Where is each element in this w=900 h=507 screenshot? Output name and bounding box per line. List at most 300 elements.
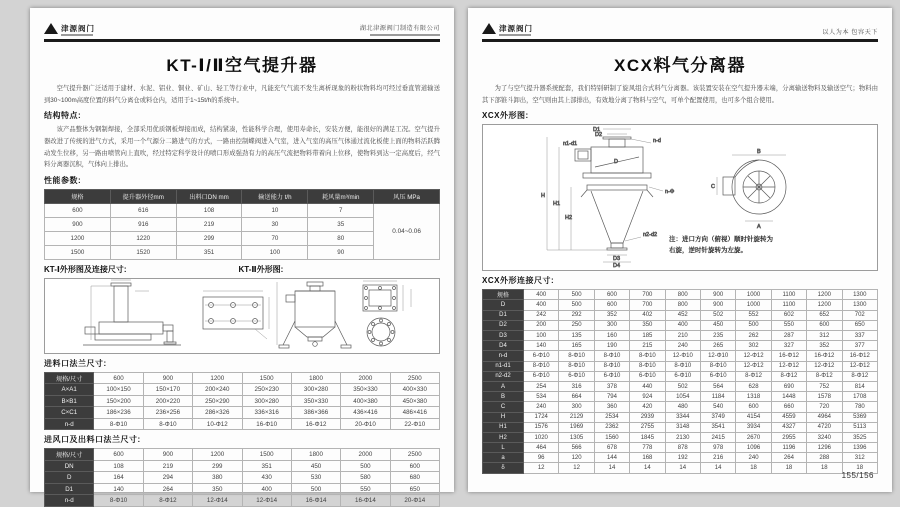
xcx-technical-drawing [483,125,877,270]
table-row [483,371,878,381]
table-cell: 628 [736,381,771,391]
table-cell: 192 [665,453,700,463]
table-cell: 450×380 [390,395,439,407]
table-cell: 800 [665,300,700,310]
table-cell: 600 [807,320,842,330]
table-cell: 450 [291,460,340,472]
dim-label-a: A [757,224,761,231]
table-cell: 120 [559,453,594,463]
table-cell: 1520 [110,245,176,259]
table-cell: 360 [594,402,629,412]
table-cell: 8-Φ10 [630,361,665,371]
table-cell: 140 [94,483,143,495]
row-header-cell: 规格/尺寸 [45,372,94,384]
table-cell: 6-Φ10 [630,371,665,381]
table-cell: 4327 [771,422,806,432]
table-cell: 16-Φ12 [291,418,340,430]
table-cell: 8-Φ10 [594,351,629,361]
table-cell: 700 [630,290,665,300]
table-cell: 250×230 [242,384,291,396]
table-row [483,310,878,320]
table-cell: 680 [390,472,439,484]
table-row [483,341,878,351]
table-cell: 200×240 [193,384,242,396]
dim-label-h: H [541,193,545,200]
table-cell: 602 [771,310,806,320]
inlet-flange-heading: 进料口法兰尺寸: [44,358,107,368]
table-cell: 1220 [110,231,176,245]
table-cell: 186×236 [94,407,143,419]
table-cell: 14 [594,463,629,473]
column-header-cell: 出料口DN mm [176,189,242,203]
table-cell: 1200 [807,290,842,300]
table-cell: 210 [665,331,700,341]
table-cell: 2500 [390,449,439,461]
table-cell: 1448 [771,392,806,402]
row-header-cell: D1 [45,483,94,495]
table-cell: 350×330 [341,384,390,396]
table-cell: 8-Φ10 [700,361,735,371]
table-cell: 350 [630,320,665,330]
table-cell: 1300 [842,300,877,310]
table-cell: 288 [807,453,842,463]
table-cell: 1000 [736,290,771,300]
table-cell: 90 [308,245,374,259]
row-header-cell: DN [45,460,94,472]
table-cell: 8-Φ10 [94,495,143,507]
table-cell: 35 [308,217,374,231]
table-row [45,372,440,384]
performance-table [44,189,440,260]
table-cell: 3148 [665,422,700,432]
table-cell: 12 [559,463,594,473]
table-cell: 10 [242,203,308,217]
note-line-1: 注：进口方向（俯视）顺时针旋转为 [669,236,773,244]
xcx-drawing-box [482,124,878,271]
table-cell: 140 [524,341,559,351]
table-cell: 108 [176,203,242,217]
table-cell: 16-Φ12 [842,351,877,361]
table-cell: 16-Φ12 [771,351,806,361]
table-cell: 168 [630,453,665,463]
table-cell: 400×330 [390,384,439,396]
table-cell: 780 [842,402,877,412]
table-row [483,463,878,473]
column-header-cell: 输送能力 t/h [242,189,308,203]
intro-paragraph: 空气提升器广泛适用于建材、水泥、铝业、铜业、矿山、轻工等行业中，凡能充气气流不发生离析现象的粉状物料均可经过垂直管道输送到30~100m高度位置的料气分离仓或料仓内，适用于1~15t/h的系统中。 [44,85,440,104]
dim-label-c: C [711,184,715,191]
inlet-flange-table [44,372,440,431]
table-cell: 400 [524,290,559,300]
table-cell: 150×200 [94,395,143,407]
table-cell: 900 [700,300,735,310]
table-cell: 1184 [700,392,735,402]
row-header-cell: H2 [483,432,524,442]
table-cell: 200×220 [143,395,192,407]
dim-label-nd: n-d [653,138,661,145]
table-cell: 2955 [771,432,806,442]
row-header-cell: n2-d2 [483,371,524,381]
table-cell: 160 [594,331,629,341]
table-row [45,384,440,396]
row-header-cell: D [483,300,524,310]
table-cell: 900 [143,372,192,384]
table-cell: 12-Φ12 [736,351,771,361]
table-cell: 300×280 [291,384,340,396]
table-cell: 12-Φ14 [193,495,242,507]
table-cell: 250 [559,320,594,330]
table-cell: 5113 [842,422,877,432]
table-cell: 100 [524,331,559,341]
table-cell: 6-Φ10 [594,371,629,381]
table-cell: 540 [700,402,735,412]
table-cell: 135 [559,331,594,341]
row-header-cell: C×C1 [45,407,94,419]
table-cell: 3934 [736,422,771,432]
row-header-cell: n1-d1 [483,361,524,371]
table-cell: 500 [559,300,594,310]
table-cell: 752 [807,381,842,391]
table-cell: 1000 [736,300,771,310]
table-cell: 264 [143,483,192,495]
column-header-cell: 规格 [45,189,111,203]
table-cell: 2670 [736,432,771,442]
table-cell: 3541 [700,422,735,432]
table-cell: 8-Φ10 [524,361,559,371]
catalog-page-right [468,8,892,492]
row-header-cell: 规格/尺寸 [45,449,94,461]
brand-subtext-bar [61,34,93,36]
table-cell: 8-Φ10 [630,351,665,361]
table-cell: 22-Φ10 [390,418,439,430]
table-cell: 12-Φ12 [771,361,806,371]
row-header-cell: B [483,392,524,402]
table-cell: 550 [771,320,806,330]
table-cell: 600 [94,372,143,384]
table-cell: 1560 [594,432,629,442]
table-cell: 185 [630,331,665,341]
table-cell: 352 [594,310,629,320]
table-cell: 262 [736,331,771,341]
kt-technical-drawing [45,279,439,353]
table-cell: 1296 [807,443,842,453]
table-row [45,495,440,507]
table-cell: 12-Φ12 [842,361,877,371]
table-cell: 580 [341,472,390,484]
table-header-row [45,189,440,203]
table-cell: 7 [308,203,374,217]
table-cell: 96 [524,453,559,463]
table-cell: 351 [176,245,242,259]
row-header-cell: A×A1 [45,384,94,396]
table-cell: 6-Φ10 [700,371,735,381]
company-name: 湖北津源阀门制造有限公司 [359,24,440,32]
brand-logo [482,23,533,36]
table-cell: 20-Φ10 [341,418,390,430]
table-row [45,395,440,407]
table-cell: 242 [524,310,559,320]
table-cell: 600 [94,449,143,461]
table-cell: 436×416 [341,407,390,419]
table-cell: 302 [736,341,771,351]
table-cell: 700 [630,300,665,310]
table-cell: 265 [700,341,735,351]
table-cell: 900 [700,290,735,300]
table-cell: 3344 [665,412,700,422]
table-cell: 3240 [807,432,842,442]
outlet-flange-heading: 进风口及出料口法兰尺寸: [44,435,141,445]
table-cell: 8-Φ12 [736,371,771,381]
table-cell: 16-Φ10 [242,418,291,430]
table-cell: 3749 [700,412,735,422]
table-cell: 616 [110,203,176,217]
table-cell: 1500 [242,372,291,384]
table-cell: 6-Φ10 [524,371,559,381]
table-cell: 400×380 [341,395,390,407]
table-cell: 14 [700,463,735,473]
brand-name: 津源阀门 [499,23,533,33]
table-cell: 6-Φ10 [524,351,559,361]
table-cell: 1100 [771,290,806,300]
kt1-drawing-heading: KT-Ⅰ外形图及连接尺寸: [44,264,127,274]
table-cell: 778 [630,443,665,453]
table-row [483,320,878,330]
table-cell: 690 [771,381,806,391]
brand-logo [44,23,95,36]
page-header [44,17,440,36]
table-cell: 8-Φ10 [594,361,629,371]
table-cell: 264 [771,453,806,463]
brand-name: 津源阀门 [61,23,95,33]
table-cell: 1305 [559,432,594,442]
table-cell: 800 [665,290,700,300]
table-cell: 2415 [700,432,735,442]
table-row [45,407,440,419]
table-row [483,432,878,442]
table-cell: 18 [736,463,771,473]
table-cell: 254 [524,381,559,391]
table-cell: 1724 [524,412,559,422]
table-row [483,331,878,341]
kt1-flange-top-view [203,291,269,339]
table-row [45,460,440,472]
row-header-cell: n-d [45,418,94,430]
table-cell: 4720 [807,422,842,432]
row-header-cell: n-d [483,351,524,361]
table-cell: 440 [630,381,665,391]
table-cell: 2939 [630,412,665,422]
dim-label-d3: D3 [613,256,621,263]
table-row [45,483,440,495]
table-cell: 900 [45,217,111,231]
outline-heading: XCX外形图: [482,111,529,121]
table-cell: 312 [807,331,842,341]
table-cell: 1969 [559,422,594,432]
table-cell: 316 [559,381,594,391]
table-cell: 480 [665,402,700,412]
table-cell: 294 [143,472,192,484]
table-cell: 219 [143,460,192,472]
table-cell: 30 [242,217,308,231]
dim-label-nphi: n-Φ [665,189,675,196]
table-cell: 336×316 [242,407,291,419]
performance-heading: 性能参数: [44,175,82,185]
table-cell: 4154 [736,412,771,422]
slogan: 以人为本 包容天下 [822,28,878,36]
header-rule [482,39,878,42]
table-cell: 8-Φ10 [559,351,594,361]
table-cell: 8-Φ10 [94,418,143,430]
table-cell: 250×290 [193,395,242,407]
row-header-cell: C [483,402,524,412]
rotation-note [669,234,774,255]
kt-drawings-box [44,278,440,354]
table-cell: 1318 [736,392,771,402]
table-cell: 12-Φ14 [242,495,291,507]
table-cell: 18 [771,463,806,473]
column-header-cell: 风压 MPa [374,189,440,203]
table-cell: 1020 [524,432,559,442]
catalog-page-left [30,8,454,505]
column-header-cell: 提升器外径mm [110,189,176,203]
table-cell: 215 [630,341,665,351]
table-cell: 12-Φ10 [665,351,700,361]
table-cell: 8-Φ10 [559,361,594,371]
table-cell: 8-Φ12 [807,371,842,381]
table-cell: 900 [143,449,192,461]
table-cell: 16-Φ14 [291,495,340,507]
features-paragraph: 该产品整体为钢制焊接，全部采用优质钢板焊接而成，结构紧凑，性能科学合理，使用寿命长，安装方便，能很好的满足工况。空气提升器改进了传统的进气方式，采用一个气源分二路进气的方式，一路由控制蝶阀进入气室，进入气室的高压气体通过流化板使上面的物料活跃腾动发生位移，另一路由喷管向上直吹，经过特定科学设计的喷口形成强劲有力的高压气流把物料带着向上位移，使物料到达一定高度后，经气料分离器沉积，气体向上排出。 [44,126,440,169]
table-cell: 299 [176,231,242,245]
table-cell: 464 [524,443,559,453]
table-row [45,418,440,430]
row-header-cell: H1 [483,422,524,432]
table-cell: 502 [700,310,735,320]
dim-label-d4: D4 [613,263,621,270]
kt2-drawing-heading: KT-Ⅱ外形图: [238,264,284,274]
table-cell: 18 [807,463,842,473]
table-cell: 300×280 [242,395,291,407]
table-cell: 1300 [842,290,877,300]
table-cell: 1500 [242,449,291,461]
table-cell: 1096 [736,443,771,453]
table-cell: 108 [94,460,143,472]
table-cell: 4559 [771,412,806,422]
table-cell: 660 [771,402,806,412]
outlet-flange-table [44,448,440,507]
table-cell: 337 [842,331,877,341]
table-cell: 1800 [291,372,340,384]
table-cell: 216 [700,453,735,463]
table-cell: 300 [594,320,629,330]
table-cell: 720 [807,402,842,412]
table-cell: 292 [559,310,594,320]
table-cell: 400 [242,483,291,495]
table-cell: 150×170 [143,384,192,396]
table-row [45,449,440,461]
table-cell: 2534 [594,412,629,422]
table-cell: 70 [242,231,308,245]
table-cell: 327 [771,341,806,351]
table-row [483,412,878,422]
features-heading: 结构特点: [44,111,82,121]
table-row [483,392,878,402]
table-cell: 240 [524,402,559,412]
table-cell: 2000 [341,372,390,384]
table-cell: 400 [665,320,700,330]
table-cell: 650 [842,320,877,330]
table-cell: 80 [308,231,374,245]
table-cell: 12-Φ12 [736,361,771,371]
table-cell: 1576 [524,422,559,432]
table-cell: 378 [594,381,629,391]
row-header-cell: D2 [483,320,524,330]
kt1-side-view-drawing [83,280,181,345]
row-header-cell: D4 [483,341,524,351]
table-cell: 430 [242,472,291,484]
table-cell: 235 [700,331,735,341]
dim-label-d: D [614,159,618,166]
table-cell: 2500 [390,372,439,384]
table-row [483,361,878,371]
table-cell: 8-Φ10 [665,361,700,371]
table-cell: 500 [291,483,340,495]
table-cell: 8-Φ12 [842,371,877,381]
table-cell: 10-Φ12 [193,418,242,430]
table-cell: 16-Φ12 [807,351,842,361]
table-cell: 219 [176,217,242,231]
table-cell: 600 [594,300,629,310]
table-cell: 5369 [842,412,877,422]
drawing-headings [44,264,440,275]
table-cell: 286×326 [193,407,242,419]
table-cell: 240 [665,341,700,351]
header-rule [44,39,440,42]
dim-label-n2d2: n2-d2 [643,232,658,239]
table-cell: 8-Φ12 [771,371,806,381]
table-cell: 600 [736,402,771,412]
row-header-cell: B×B1 [45,395,94,407]
table-cell: 1200 [807,300,842,310]
dim-label-d1: D1 [593,127,601,134]
table-cell: 14 [630,463,665,473]
table-cell: 350 [193,483,242,495]
table-cell: 552 [736,310,771,320]
table-cell: 402 [630,310,665,320]
table-cell: 165 [559,341,594,351]
table-cell: 878 [665,443,700,453]
table-cell: 16-Φ14 [341,495,390,507]
row-header-cell: 规格 [483,290,524,300]
table-cell: 534 [524,392,559,402]
table-cell: 600 [594,290,629,300]
table-cell: 1100 [771,300,806,310]
table-cell: 450 [700,320,735,330]
table-cell: 351 [242,460,291,472]
table-row [483,422,878,432]
table-cell: 1845 [630,432,665,442]
table-row [45,203,440,217]
table-cell: 1396 [842,443,877,453]
table-cell: 2000 [341,449,390,461]
page-title: KT-Ⅰ/Ⅱ空气提升器 [166,56,318,75]
dim-label-h1: H1 [553,201,561,208]
table-cell: 452 [665,310,700,320]
table-cell: 600 [390,460,439,472]
table-row [483,300,878,310]
table-row [483,402,878,412]
table-cell: 500 [736,320,771,330]
